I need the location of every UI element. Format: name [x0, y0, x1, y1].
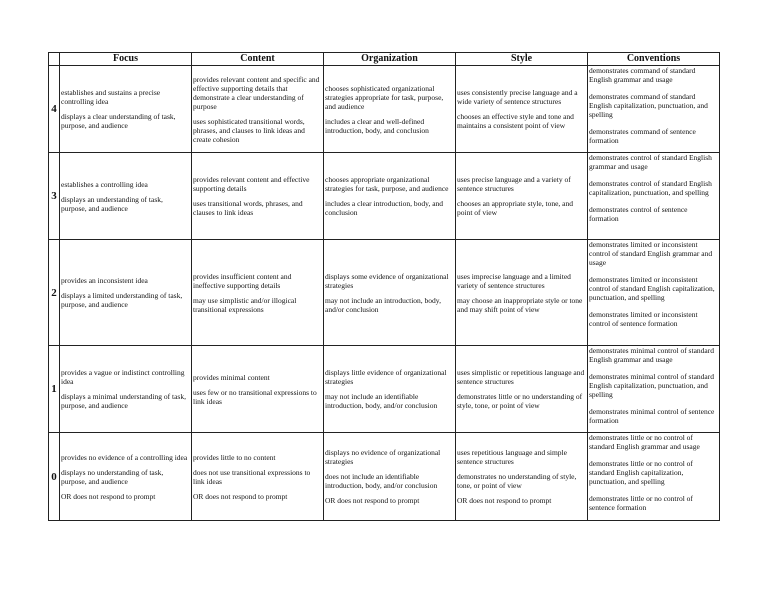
- cell-text: demonstrates limited or inconsistent control of standard English grammar and usage: [589, 240, 713, 267]
- cell-text: establishes and sustains a precise controlling idea: [61, 88, 161, 106]
- cell-text: uses precise language and a variety of sentence structures: [457, 175, 571, 193]
- content-cell: [192, 240, 324, 346]
- cell-text: chooses sophisticated organizational strategies appropriate for task, purpose, and audience: [325, 83, 444, 111]
- cell-text: demonstrates limited or inconsistent control of sentence formation: [589, 310, 698, 328]
- cell-text: displays some evidence of organizational strategies: [325, 271, 449, 290]
- cell-text: may not include an identifiable introduction, body, and/or conclusion: [325, 392, 438, 410]
- style-cell: [456, 66, 588, 153]
- conventions-cell: [588, 240, 720, 346]
- cell-text: includes a clear and well-defined introduction, body, and conclusion: [325, 116, 429, 135]
- cell-text: displays a minimal understanding of task, purpose, and audience: [61, 392, 186, 410]
- conventions-cell: [588, 66, 720, 153]
- cell-text: provides little to no content: [193, 452, 276, 462]
- cell-text: demonstrates limited or inconsistent control of standard English capitalization, punctuation, and spelling: [589, 275, 715, 302]
- cell-text: provides an inconsistent idea: [61, 276, 148, 285]
- header-content: Content: [192, 53, 324, 66]
- cell-text: displays no understanding of task, purpose, and audience: [61, 467, 164, 486]
- cell-text: demonstrates little or no control of sentence formation: [589, 494, 693, 512]
- cell-text: uses sophisticated transitional words, phrases, and clauses to link ideas and create cohesion: [193, 116, 305, 144]
- cell-text: may choose an inappropriate style or tone and may shift point of view: [457, 295, 583, 314]
- cell-text: demonstrates minimal control of standard English capitalization, punctuation, and spelling: [589, 372, 714, 399]
- cell-text: chooses appropriate organizational strategies for task, purpose, and audience: [325, 175, 449, 193]
- conventions-cell: [588, 346, 720, 433]
- cell-text: displays little evidence of organizational strategies: [325, 368, 447, 386]
- header-row: [49, 53, 720, 66]
- cell-text: may use simplistic and/or illogical transitional expressions: [193, 295, 297, 314]
- cell-text: displays a limited understanding of task, purpose, and audience: [61, 291, 183, 309]
- cell-text: OR does not respond to prompt: [457, 496, 552, 505]
- cell-text: displays a clear understanding of task, purpose, and audience: [61, 112, 176, 130]
- focus-cell: [60, 433, 192, 521]
- cell-text: demonstrates control of standard English capitalization, punctuation, and spelling: [589, 179, 712, 197]
- score-label: 4: [49, 66, 60, 153]
- cell-text: provides minimal content: [193, 372, 270, 382]
- organization-cell: [324, 153, 456, 240]
- content-cell: [192, 346, 324, 433]
- header-organization: Organization: [324, 53, 456, 66]
- table-row: [49, 240, 720, 346]
- content-cell: [192, 66, 324, 153]
- cell-text: OR does not respond to prompt: [325, 496, 420, 505]
- cell-text: uses few or no transitional expressions to link ideas: [193, 387, 317, 406]
- focus-cell: [60, 66, 192, 153]
- cell-text: chooses an appropriate style, tone, and point of view: [457, 199, 574, 217]
- cell-text: provides no evidence of a controlling idea: [61, 452, 188, 462]
- organization-cell: [324, 433, 456, 521]
- cell-text: demonstrates minimal control of sentence formation: [589, 407, 715, 425]
- header-conventions: Conventions: [588, 53, 720, 66]
- cell-text: demonstrates command of standard English capitalization, punctuation, and spelling: [589, 92, 708, 119]
- cell-text: uses repetitious language and simple sentence structures: [457, 448, 567, 466]
- cell-text: OR does not respond to prompt: [193, 491, 288, 501]
- content-cell: [192, 433, 324, 521]
- style-cell: [456, 346, 588, 433]
- score-label: 2: [49, 240, 60, 346]
- cell-text: provides relevant content and specific and effective supporting details that demonstrate a clear understanding of purpose: [193, 74, 320, 111]
- cell-text: uses transitional words, phrases, and clauses to link ideas: [193, 199, 303, 217]
- cell-text: chooses an effective style and tone and maintains a consistent point of view: [457, 112, 574, 130]
- header-score: [49, 53, 60, 66]
- cell-text: demonstrates little or no control of standard English grammar and usage: [589, 433, 700, 451]
- cell-text: demonstrates command of sentence formation: [589, 127, 696, 145]
- cell-text: displays an understanding of task, purpose, and audience: [61, 194, 163, 213]
- cell-text: may not include an introduction, body, and/or conclusion: [325, 295, 441, 314]
- table-row: [49, 346, 720, 433]
- conventions-cell: [588, 433, 720, 521]
- style-cell: [456, 153, 588, 240]
- organization-cell: [324, 240, 456, 346]
- focus-cell: [60, 240, 192, 346]
- style-cell: [456, 240, 588, 346]
- cell-text: does not include an identifiable introduction, body, and/or conclusion: [325, 472, 438, 490]
- cell-text: provides a vague or indistinct controlling idea: [61, 368, 185, 386]
- table-row: [49, 66, 720, 153]
- cell-text: provides insufficient content and ineffective supporting details: [193, 271, 292, 290]
- cell-text: uses consistently precise language and a wide variety of sentence structures: [457, 88, 578, 106]
- score-label: 3: [49, 153, 60, 240]
- table-row: [49, 153, 720, 240]
- organization-cell: [324, 66, 456, 153]
- cell-text: establishes a controlling idea: [61, 179, 148, 189]
- cell-text: includes a clear introduction, body, and conclusion: [325, 199, 444, 217]
- cell-text: demonstrates no understanding of style, tone, or point of view: [457, 472, 577, 490]
- cell-text: demonstrates little or no control of standard English capitalization, punctuation, and spelling: [589, 459, 693, 486]
- cell-text: demonstrates control of sentence formation: [589, 205, 688, 223]
- cell-text: does not use transitional expressions to link ideas: [193, 467, 311, 486]
- focus-cell: [60, 153, 192, 240]
- score-label: 0: [49, 433, 60, 521]
- cell-text: displays no evidence of organizational strategies: [325, 448, 441, 466]
- table-row: [49, 433, 720, 521]
- organization-cell: [324, 346, 456, 433]
- cell-text: uses imprecise language and a limited variety of sentence structures: [457, 271, 571, 290]
- cell-text: demonstrates little or no understanding of style, tone, or point of view: [457, 392, 583, 410]
- focus-cell: [60, 346, 192, 433]
- style-cell: [456, 433, 588, 521]
- content-cell: [192, 153, 324, 240]
- header-focus: Focus: [60, 53, 192, 66]
- cell-text: OR does not respond to prompt: [61, 491, 156, 501]
- rubric-table: [48, 52, 720, 521]
- cell-text: uses simplistic or repetitious language and sentence structures: [457, 368, 585, 386]
- header-style: Style: [456, 53, 588, 66]
- conventions-cell: [588, 153, 720, 240]
- cell-text: demonstrates control of standard English grammar and usage: [589, 153, 712, 171]
- cell-text: demonstrates command of standard English grammar and usage: [589, 66, 696, 84]
- score-label: 1: [49, 346, 60, 433]
- cell-text: provides relevant content and effective supporting details: [193, 175, 310, 193]
- cell-text: demonstrates minimal control of standard English grammar and usage: [589, 346, 714, 364]
